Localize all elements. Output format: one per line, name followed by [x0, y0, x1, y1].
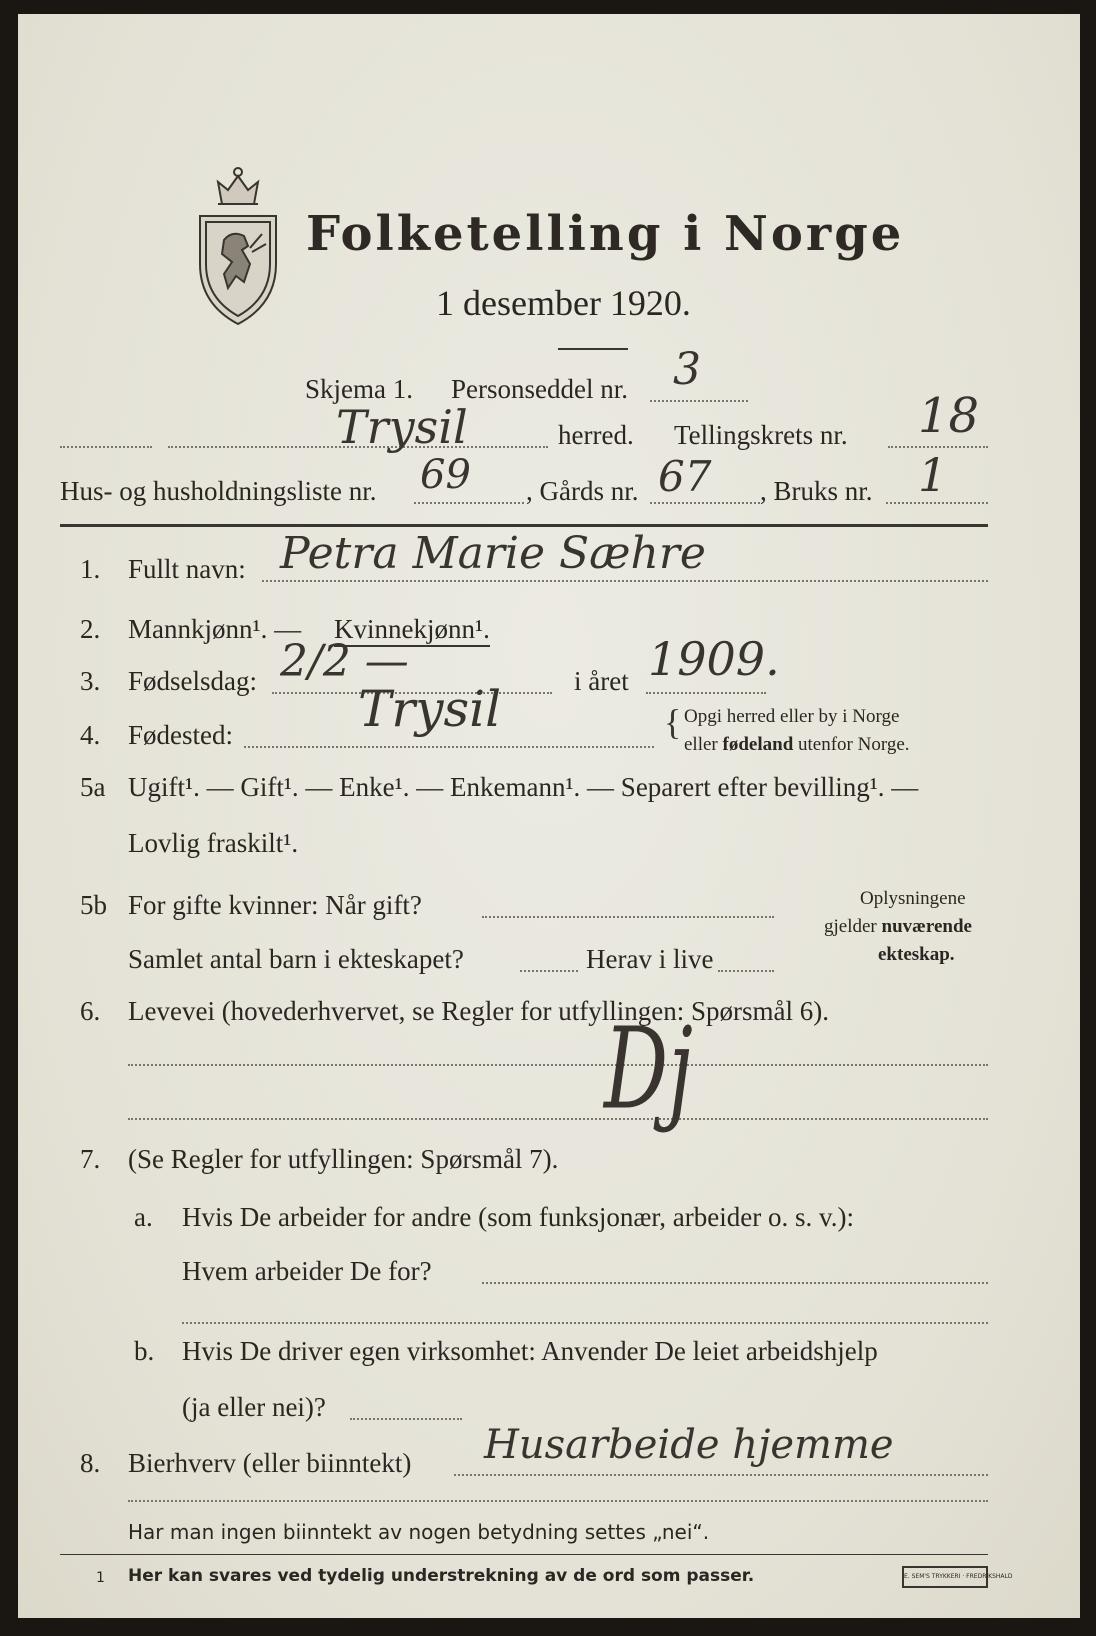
secondary-income-label: Bierhverv (eller biinntekt): [128, 1448, 412, 1478]
q7-label: (Se Regler for utfyllingen: Spørsmål 7).: [128, 1144, 559, 1174]
full-name-value: Petra Marie Sæhre: [280, 528, 706, 579]
personseddel-line: [650, 400, 748, 402]
note-text: eller: [684, 734, 723, 755]
q2-number: 2.: [80, 614, 101, 644]
married-date-line: [482, 916, 774, 918]
q7-number: 7.: [80, 1144, 101, 1174]
birthplace-line: [244, 746, 654, 748]
q3-number: 3.: [80, 666, 101, 696]
occupation-value: Dj: [604, 1004, 693, 1135]
brace-left: {: [664, 702, 682, 742]
census-form-page: [18, 14, 1080, 1618]
birthday-value: 2/2 —: [280, 636, 409, 687]
q7a-question: Hvis De arbeider for andre (som funksjonær, arbeider o. s. v.):: [182, 1202, 854, 1232]
secondary-income-line-2: [128, 1500, 988, 1502]
note-text-bold: nuværende: [881, 916, 972, 937]
gards-line: [650, 502, 760, 504]
q7b-question: Hvis De driver egen virksomhet: Anvender De leiet arbeidshjelp: [182, 1336, 878, 1366]
printer-stamp: E. SEM'S TRYKKERI · FREDRIKSHALD: [902, 1566, 988, 1588]
bruks-line: [886, 502, 988, 504]
q7b-letter: b.: [134, 1336, 155, 1366]
tellingskrets-value: 18: [918, 388, 980, 444]
q8-number: 8.: [80, 1448, 101, 1478]
employer-line: [482, 1282, 988, 1284]
full-name-line: [262, 580, 988, 582]
household-list-line: [414, 502, 524, 504]
children-count-line: [520, 970, 578, 972]
marital-status-options: Ugift¹. — Gift¹. — Enke¹. — Enkemann¹. — Separert efter bevilling¹. —: [128, 772, 919, 802]
bruks-label: , Bruks nr.: [760, 476, 873, 506]
q6-number: 6.: [80, 996, 101, 1026]
marital-status-divorced: Lovlig fraskilt¹.: [128, 828, 299, 858]
hired-help-line: [350, 1418, 462, 1420]
q5a-number: 5a: [80, 772, 106, 802]
married-date-label: For gifte kvinner: Når gift?: [128, 890, 422, 920]
gards-label: , Gårds nr.: [526, 476, 639, 506]
q4-label: Fødested:: [128, 720, 233, 750]
census-date: 1 desember 1920.: [436, 283, 691, 323]
footnote-mark: 1: [96, 1570, 105, 1586]
note-text: gjelder: [824, 916, 882, 937]
marriage-note-line3: ekteskap.: [878, 944, 955, 965]
children-count-label: Samlet antal barn i ekteskapet?: [128, 944, 464, 974]
form-title: Folketelling i Norge: [306, 206, 905, 262]
household-list-label: Hus- og husholdningsliste nr.: [60, 476, 377, 506]
personseddel-value: 3: [673, 344, 701, 395]
occupation-line-2: [128, 1118, 988, 1120]
q5b-number: 5b: [80, 890, 107, 920]
birth-year-line: [646, 692, 766, 694]
gards-value: 67: [658, 452, 712, 501]
municipality-value: Trysil: [336, 400, 468, 454]
marriage-note-line2: [824, 916, 972, 938]
skjema-label: Skjema 1.: [305, 374, 413, 404]
birth-year-label: i året: [574, 666, 629, 696]
secondary-income-value: Husarbeide hjemme: [484, 1422, 894, 1468]
employer-line-2: [182, 1322, 988, 1324]
household-list-value: 69: [420, 452, 471, 498]
hired-help-label: (ja eller nei)?: [182, 1392, 326, 1422]
birthplace-note-line1: Opgi herred eller by i Norge: [684, 706, 900, 727]
footnote-text: Her kan svares ved tydelig understrekning av de ord som passer.: [128, 1566, 755, 1586]
birthplace-note-line2: [684, 734, 910, 756]
personseddel-label: Personseddel nr.: [451, 374, 628, 404]
occupation-label: Levevei (hovederhvervet, se Regler for utfyllingen: Spørsmål 6).: [128, 996, 830, 1026]
sex-male-option: Mannkjønn¹. —: [128, 614, 302, 644]
employer-label: Hvem arbeider De for?: [182, 1256, 432, 1286]
bruks-value: 1: [918, 448, 948, 502]
note-text-bold: fødeland: [722, 734, 794, 755]
children-alive-label: Herav i live: [586, 944, 714, 974]
secondary-income-line: [454, 1474, 988, 1476]
children-alive-line: [718, 970, 774, 972]
q4-number: 4.: [80, 720, 101, 750]
title-divider: [558, 348, 628, 350]
birthplace-value: Trysil: [358, 680, 502, 738]
norway-coat-of-arms-icon: [188, 164, 288, 334]
note-text-end: utenfor Norge.: [793, 734, 910, 755]
q3-label: Fødselsdag:: [128, 666, 258, 696]
birth-year-value: 1909.: [648, 632, 780, 686]
marriage-note-line1: Oplysningene: [860, 888, 966, 909]
no-income-note: Har man ingen biinntekt av nogen betydning settes „nei“.: [128, 1520, 710, 1544]
municipality-line-left: [60, 446, 152, 448]
sex-female-option-underlined: Kvinnekjønn¹.: [334, 614, 490, 647]
tellingskrets-label: Tellingskrets nr.: [674, 420, 848, 450]
herred-label: herred.: [558, 420, 634, 450]
footer-divider: [60, 1554, 988, 1555]
q1-number: 1.: [80, 554, 101, 584]
q7a-letter: a.: [134, 1202, 153, 1232]
header-divider: [60, 524, 988, 527]
occupation-line-1: [128, 1064, 988, 1066]
q1-label: Fullt navn:: [128, 554, 246, 584]
